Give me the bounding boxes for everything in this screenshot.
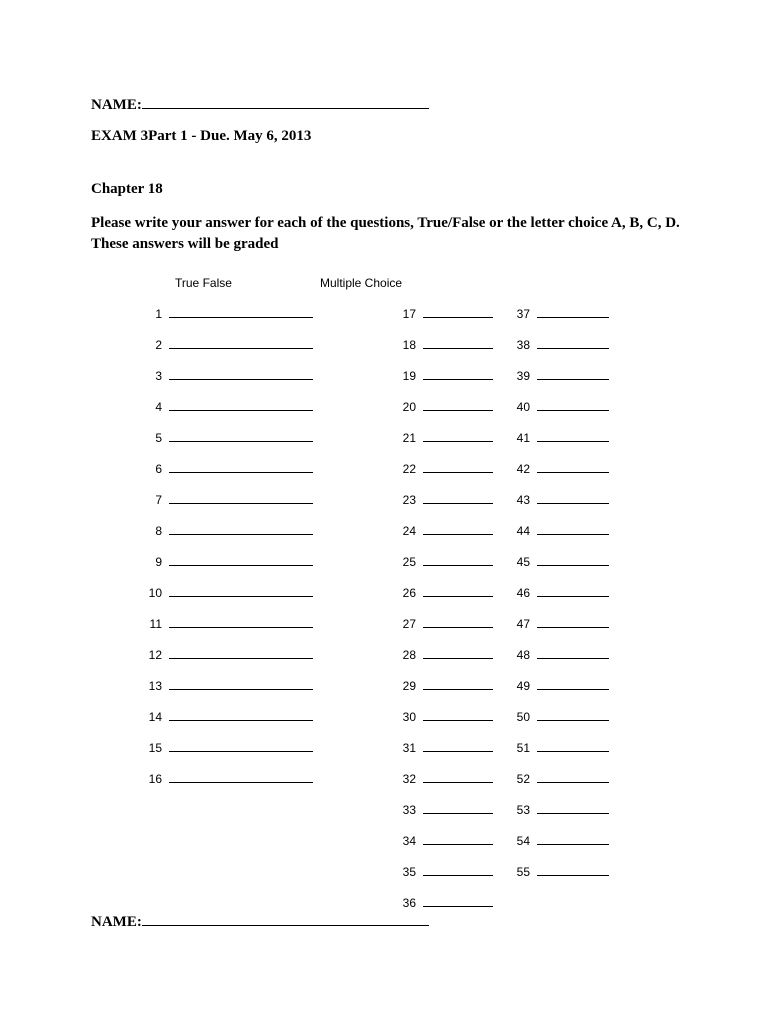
question-number: 38 [516,338,530,352]
answer-blank-line[interactable] [537,751,609,752]
answer-blank-line[interactable] [169,782,313,783]
question-number: 2 [155,338,162,352]
question-number: 32 [402,772,416,786]
question-number: 24 [402,524,416,538]
question-number: 52 [516,772,530,786]
answer-blank-line[interactable] [537,472,609,473]
question-number: 40 [516,400,530,414]
instructions: Please write your answer for each of the questions, True/False or the letter choice A, B, C, D. These answers will be graded [91,215,680,252]
answer-blank-line[interactable] [169,565,313,566]
question-number: 48 [516,648,530,662]
true-false-header: True False [175,276,232,290]
answer-blank-line[interactable] [169,348,313,349]
question-number: 22 [402,462,416,476]
answer-blank-line[interactable] [537,503,609,504]
question-number: 14 [148,710,162,724]
chapter-heading: Chapter 18 [91,181,163,197]
answer-blank-line[interactable] [537,689,609,690]
question-number: 3 [155,369,162,383]
question-number: 50 [516,710,530,724]
question-number: 5 [155,431,162,445]
question-number: 28 [402,648,416,662]
exam-title: EXAM 3Part 1 - Due. May 6, 2013 [91,128,312,144]
answer-blank-line[interactable] [537,875,609,876]
answer-blank-line[interactable] [423,844,493,845]
answer-blank-line[interactable] [423,875,493,876]
question-number: 46 [516,586,530,600]
answer-blank-line[interactable] [423,813,493,814]
answer-blank-line[interactable] [537,782,609,783]
question-number: 41 [516,431,530,445]
question-number: 37 [516,307,530,321]
answer-blank-line[interactable] [537,565,609,566]
question-number: 54 [516,834,530,848]
answer-blank-line[interactable] [423,689,493,690]
question-number: 11 [149,617,162,631]
question-number: 21 [402,431,416,445]
answer-blank-line[interactable] [169,503,313,504]
question-number: 7 [155,493,162,507]
question-number: 33 [402,803,416,817]
question-number: 25 [402,555,416,569]
answer-blank-line[interactable] [169,689,313,690]
answer-blank-line[interactable] [537,720,609,721]
question-number: 49 [516,679,530,693]
answer-blank-line[interactable] [537,844,609,845]
answer-blank-line[interactable] [423,348,493,349]
answer-blank-line[interactable] [169,534,313,535]
answer-blank-line[interactable] [537,348,609,349]
answer-blank-line[interactable] [169,751,313,752]
question-number: 53 [516,803,530,817]
name-blank-line[interactable] [142,94,429,109]
answer-blank-line[interactable] [537,317,609,318]
name-label: NAME: [91,914,142,930]
question-number: 30 [402,710,416,724]
answer-blank-line[interactable] [537,627,609,628]
answer-blank-line[interactable] [537,379,609,380]
question-number: 9 [155,555,162,569]
answer-blank-line[interactable] [423,751,493,752]
answer-blank-line[interactable] [169,472,313,473]
question-number: 55 [516,865,530,879]
question-number: 1 [155,307,162,321]
question-number: 13 [148,679,162,693]
question-number: 35 [402,865,416,879]
answer-blank-line[interactable] [423,596,493,597]
question-number: 6 [155,462,162,476]
answer-blank-line[interactable] [169,410,313,411]
question-number: 44 [516,524,530,538]
question-number: 23 [402,493,416,507]
question-number: 17 [402,307,416,321]
answer-blank-line[interactable] [537,410,609,411]
question-number: 18 [402,338,416,352]
answer-blank-line[interactable] [423,782,493,783]
question-number: 51 [516,741,530,755]
multiple-choice-header: Multiple Choice [320,276,403,290]
name-label: NAME: [91,97,142,113]
answer-blank-line[interactable] [423,441,493,442]
name-blank-line[interactable] [142,911,429,926]
answer-blank-line[interactable] [169,720,313,721]
answer-blank-line[interactable] [423,379,493,380]
answer-blank-line[interactable] [169,441,313,442]
answer-blank-line[interactable] [423,906,493,907]
question-number: 4 [155,400,162,414]
question-number: 34 [402,834,416,848]
question-number: 29 [402,679,416,693]
question-number: 10 [148,586,162,600]
answer-blank-line[interactable] [423,472,493,473]
answer-blank-line[interactable] [423,503,493,504]
question-number: 43 [516,493,530,507]
question-number: 45 [516,555,530,569]
answer-blank-line[interactable] [169,596,313,597]
question-number: 31 [402,741,416,755]
question-number: 12 [148,648,162,662]
answer-blank-line[interactable] [169,627,313,628]
answer-blank-line[interactable] [537,813,609,814]
question-number: 26 [402,586,416,600]
question-number: 8 [155,524,162,538]
answer-blank-line[interactable] [423,565,493,566]
answer-blank-line[interactable] [537,534,609,535]
answer-blank-line[interactable] [423,410,493,411]
question-number: 16 [148,772,162,786]
question-number: 39 [516,369,530,383]
answer-blank-line[interactable] [537,658,609,659]
answer-blank-line[interactable] [169,658,313,659]
answer-blank-line[interactable] [423,534,493,535]
question-number: 27 [402,617,416,631]
name-field-top [91,94,429,114]
question-number: 47 [516,617,530,631]
question-number: 19 [402,369,416,383]
answer-blank-line[interactable] [423,658,493,659]
question-number: 36 [402,896,416,910]
question-number: 42 [516,462,530,476]
name-field-bottom [91,911,429,931]
answer-blank-line[interactable] [537,441,609,442]
answer-blank-line[interactable] [169,317,313,318]
question-number: 20 [402,400,416,414]
answer-blank-line[interactable] [169,379,313,380]
answer-blank-line[interactable] [537,596,609,597]
question-number: 15 [148,741,162,755]
answer-blank-line[interactable] [423,720,493,721]
answer-blank-line[interactable] [423,627,493,628]
answer-blank-line[interactable] [423,317,493,318]
